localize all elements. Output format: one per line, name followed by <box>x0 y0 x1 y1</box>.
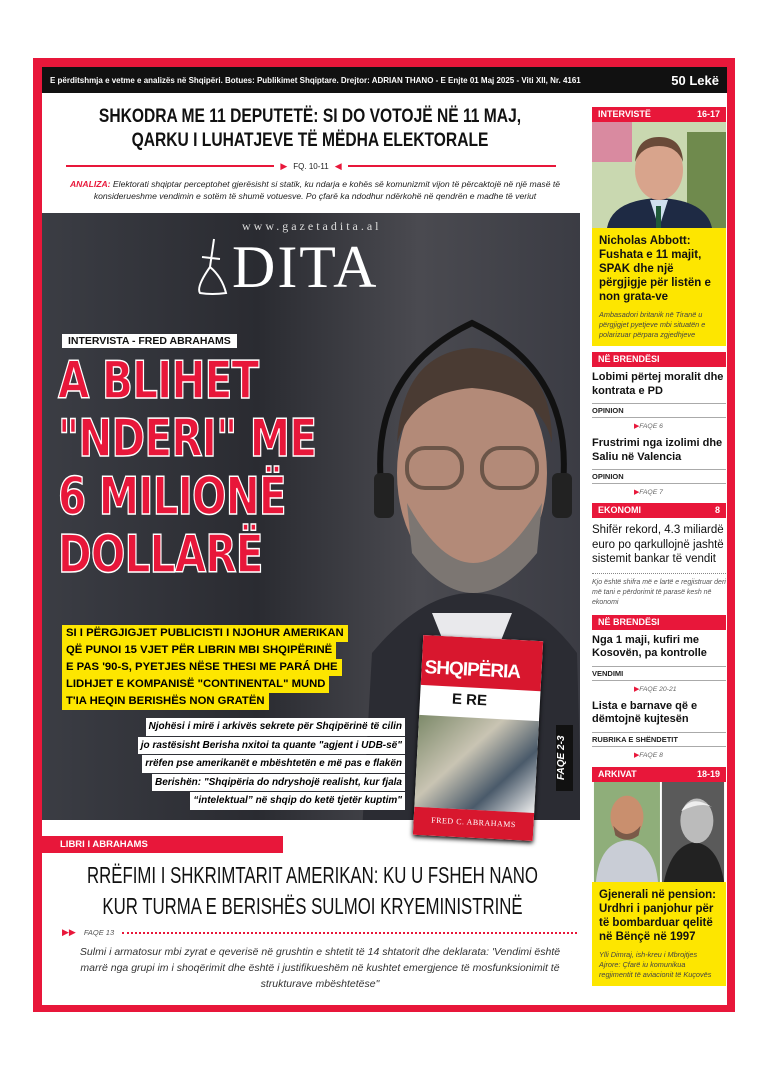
item-page: ▶ FAQE 6 <box>592 418 726 433</box>
quote-line: jo rastësisht Berisha nxitoi ta quante "agjent i UDB-së" <box>138 737 405 755</box>
quote-line: Berishën: "Shqipëria do ndryshojë realisht, kur fjala <box>152 774 405 792</box>
quote-line: rrëfen pse amerikanët e mbështetën e më pas e flakën <box>142 755 405 773</box>
section-title: NË BRENDËSI <box>598 354 660 364</box>
lead-headline-line: QARKU I LUHATJEVE TË MËDHA ELEKTORALE <box>131 129 489 151</box>
economy-title: Shifër rekord, 4.3 miliardë euro po qarkullojnë jashtë sistemit bankar të vendit <box>592 524 724 565</box>
arrow-left-icon: ◀ <box>334 160 342 171</box>
list-item[interactable] <box>592 630 726 696</box>
item-page: ▶ FAQE 20-21 <box>592 681 726 696</box>
cover-headline-line: A BLIHET <box>58 351 259 411</box>
interview-photo <box>592 122 726 228</box>
archive-photos <box>592 782 726 882</box>
sidebar-economy[interactable] <box>592 503 726 611</box>
section-title: INTERVISTË <box>598 109 651 119</box>
bottom-headline-line: RRËFIMI I SHKRIMTARIT AMERIKAN: KU U FSHEH NANO <box>87 862 538 888</box>
cover-headline-line: "NDERI" ME <box>58 409 317 469</box>
book-author: FRED C. ABRAHAMS <box>413 807 534 841</box>
economy-summary: Kjo është shifra më e lartë e regjistruar deri më tani e përdorimit të parasë kesh në ekonomi <box>592 573 726 611</box>
page-number: FAQE 13 <box>83 928 115 937</box>
quote-line: Njohësi i mirë i arkivës sekrete për Shqipërinë të cilin <box>146 718 405 736</box>
bottom-page-ref <box>62 927 577 938</box>
interview-summary: Ambasadori britanik në Tiranë u përgjigjet pyetjeve mbi situatën e polarizuar përpara zgjedhjeve <box>599 310 706 339</box>
deck-line: LIDHJET E KOMPANISË "CONTINENTAL" MUND <box>62 676 329 693</box>
price: 50 Lekë <box>671 72 719 88</box>
item-title: Nga 1 maji, kufiri me Kosovën, pa kontrolle <box>592 633 707 659</box>
section-pages: 16-17 <box>696 109 720 119</box>
sword-logo-icon <box>192 237 232 297</box>
section-bar <box>592 615 726 630</box>
cover-kicker: INTERVISTA - FRED ABRAHAMS <box>62 334 237 348</box>
item-title: Frustrimi nga izolimi dhe Saliu në Valencia <box>592 437 723 463</box>
list-item[interactable] <box>592 433 726 499</box>
deck-line: T'IA HEQIN BERISHËS NON GRATËN <box>62 693 269 710</box>
top-bar <box>42 67 727 93</box>
lead-headline[interactable] <box>70 104 550 152</box>
list-item[interactable] <box>592 696 726 762</box>
archive-title: Gjenerali në pension: Urdhri i panjohur për të bombarduar qelitë në Bënçë në 1997 <box>599 888 716 943</box>
item-page: ▶ FAQE 7 <box>592 484 726 499</box>
book-photo <box>414 715 539 813</box>
section-pages: 8 <box>714 505 720 515</box>
section-bar <box>592 352 726 367</box>
website-url[interactable]: www.gazetadita.al <box>242 219 382 233</box>
cover-headline[interactable] <box>58 352 316 584</box>
cover-headline-line: 6 MILIONË <box>58 467 286 527</box>
bottom-headline-line: KUR TURMA E BERISHËS SULMOI KRYEMINISTRINË <box>102 893 523 919</box>
cover-page-ref: FAQE 2-3 <box>556 725 573 791</box>
quote-line: “intelektual” në shqip do ketë tjetër kuptim" <box>190 792 405 810</box>
item-title: Lista e barnave që e dëmtojnë kujtesën <box>592 699 698 725</box>
section-title: NË BRENDËSI <box>598 616 660 627</box>
list-item[interactable] <box>592 367 726 433</box>
item-category: VENDIMI <box>592 666 726 681</box>
section-pages: 18-19 <box>696 768 720 779</box>
lead-page-ref <box>66 160 556 172</box>
section-bar <box>592 767 726 782</box>
item-title: Lobimi përtej moralit dhe kontrata e PD <box>592 371 724 397</box>
masthead-name: DITA <box>232 234 379 300</box>
item-category: RUBRIKA E SHËNDETIT <box>592 732 726 747</box>
bottom-section-label: LIBRI I ABRAHAMS <box>42 836 283 853</box>
item-page: ▶ FAQE 8 <box>592 747 726 762</box>
section-bar <box>592 107 726 122</box>
section-title: ARKIVAT <box>598 768 637 779</box>
sidebar <box>592 107 726 986</box>
lead-headline-line: SHKODRA ME 11 DEPUTETË: SI DO VOTOJË NË 11 MAJ, <box>98 105 522 127</box>
deck-line: QË PUNOI 15 VJET PËR LIBRIN MBI SHQIPËRINË <box>62 642 336 659</box>
cover-deck <box>62 625 348 710</box>
bottom-headline[interactable] <box>57 860 568 922</box>
double-arrow-icon: ▶▶ <box>62 927 76 937</box>
page-number: FQ. 10-11 <box>293 161 329 171</box>
deck-line: SI I PËRGJIGJET PUBLICISTI I NJOHUR AMERIKAN <box>62 625 348 642</box>
lead-summary <box>60 178 570 202</box>
sidebar-interview[interactable] <box>592 107 726 346</box>
book-cover-image <box>413 635 543 841</box>
section-title: EKONOMI <box>598 505 642 515</box>
item-category: OPINION <box>592 403 726 418</box>
archive-summary: Ylli Dimraj, ish-kreu i Mbrojtjes Ajrore: Çfarë iu komunikua regjimentit të aviacionit të Kuçovës <box>599 949 712 979</box>
summary-label: ANALIZA: <box>69 179 111 189</box>
sidebar-inside-1 <box>592 352 726 499</box>
arrow-right-icon: ▶ <box>280 160 288 171</box>
section-bar <box>592 503 726 518</box>
bottom-summary: Sulmi i armatosur mbi zyrat e qeverisë në grushtin e shtetit të 14 shtatorit dhe deklarata: 'Vendimi është marrë nga grupi im i shoqërimit dhe është i justifikueshëm në kushtet emergjence të mosfunksionimit të strukturave mbështetëse" <box>79 946 561 990</box>
cover-headline-line: DOLLARË <box>58 525 263 585</box>
interview-title: Nicholas Abbott: Fushata e 11 majit, SPAK dhe një përgjigje për listën e non grata-ve <box>599 235 711 303</box>
item-category: OPINION <box>592 469 726 484</box>
tagline: E përditshmja e vetme e analizës në Shqipëri. Botues: Publikimet Shqiptare. Drejtor: ADRIAN THANO - E Enjte 01 Maj 2025 - Viti XII, Nr. 4161 <box>50 75 581 85</box>
sidebar-archive[interactable] <box>592 767 726 986</box>
cover-quote <box>30 718 405 811</box>
book-title: SHQIPËRIA <box>421 635 543 691</box>
book-subtitle: E RE <box>451 690 488 710</box>
deck-line: E PAS '90-S, PYETJES NËSE THESI ME PARÁ DHE <box>62 659 342 676</box>
sidebar-inside-2 <box>592 615 726 762</box>
masthead-logo <box>192 234 379 300</box>
summary-text: Elektorati shqiptar perceptohet gjerësisht si statik, ku ndarja e kohës së komunizmit vijon të përcaktojë në një masë të konsiderueshme vendimin e sotëm të shumë votuesve. Po çfarë ka ndodhur ndërkohë në qendrën e madhe të veriut <box>93 179 561 201</box>
